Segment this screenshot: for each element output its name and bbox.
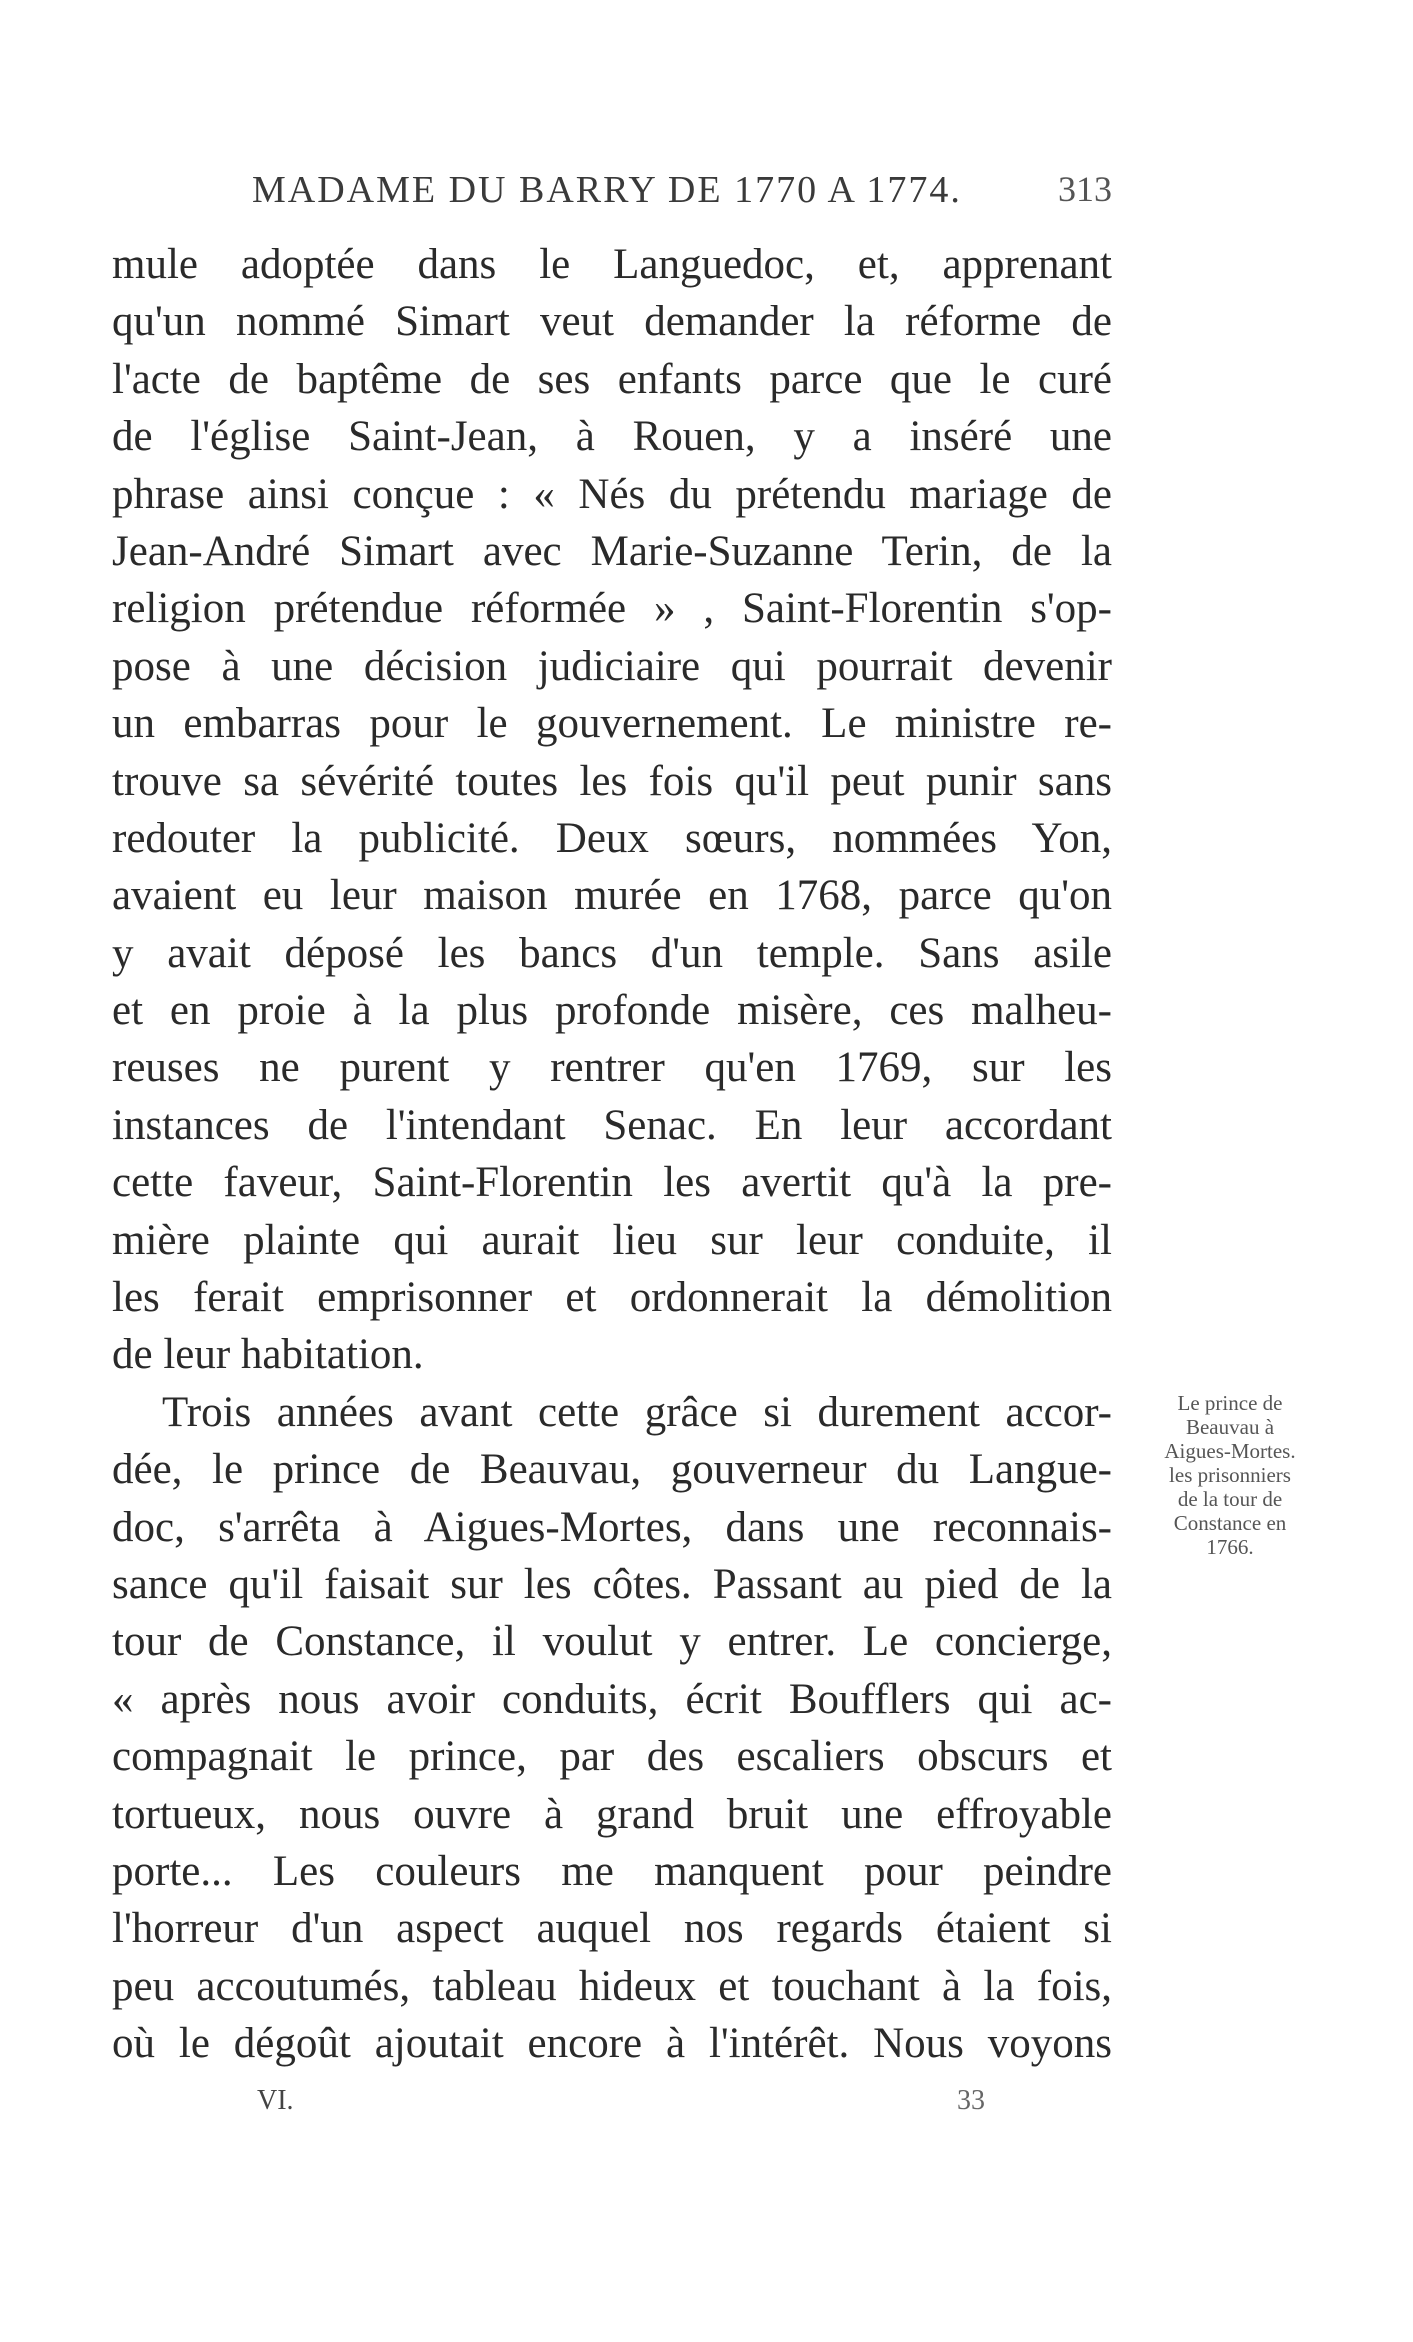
text-line: cette faveur, Saint-Florentin les avertit qu'à la pre- xyxy=(112,1159,1112,1207)
text-line: de l'église Saint-Jean, à Rouen, y a inséré une xyxy=(112,413,1112,461)
running-head xyxy=(112,168,1112,218)
text-line: l'acte de baptême de ses enfants parce que le curé xyxy=(112,355,1112,403)
text-line: tour de Constance, il voulut y entrer. Le concierge, xyxy=(112,1618,1112,1666)
text-line: phrase ainsi conçue : « Nés du prétendu mariage de xyxy=(112,470,1112,518)
margin-note-line: Aigues-Mortes. xyxy=(1164,1439,1296,1463)
text-line: Jean-André Simart avec Marie-Suzanne Terin, de la xyxy=(112,527,1112,575)
paragraph-end-line: de leur habitation. xyxy=(112,1331,424,1379)
text-line: les ferait emprisonner et ordonnerait la démolition xyxy=(112,1274,1112,1322)
margin-note-line: Le prince de xyxy=(1177,1391,1283,1415)
text-line: avaient eu leur maison murée en 1768, parce qu'on xyxy=(112,872,1112,920)
margin-note-line: les prisonniers xyxy=(1169,1463,1291,1487)
text-line: religion prétendue réformée » , Saint-Florentin s'op- xyxy=(112,585,1112,633)
text-line: compagnait le prince, par des escaliers obscurs et xyxy=(112,1733,1112,1781)
text-line: peu accoutumés, tableau hideux et touchant à la fois, xyxy=(112,1962,1112,2010)
text-line: dée, le prince de Beauvau, gouverneur du Langue- xyxy=(112,1446,1112,1494)
margin-note xyxy=(1140,1391,1320,1559)
text-line: mule adoptée dans le Languedoc, et, apprenant xyxy=(112,241,1112,288)
text-line: y avait déposé les bancs d'un temple. Sans asile xyxy=(112,929,1112,977)
text-line: porte... Les couleurs me manquent pour peindre xyxy=(112,1847,1112,1895)
signature-mark: VI. xyxy=(257,2085,294,2116)
body-text xyxy=(112,236,1112,2073)
text-line: qu'un nommé Simart veut demander la réforme de xyxy=(112,298,1112,346)
margin-note-line: Beauvau à xyxy=(1185,1415,1275,1439)
running-title: MADAME DU BARRY DE 1770 A 1774. xyxy=(252,169,962,211)
text-line: « après nous avoir conduits, écrit Boufflers qui ac- xyxy=(112,1675,1112,1723)
text-line: pose à une décision judiciaire qui pourrait devenir xyxy=(112,642,1112,690)
text-line: instances de l'intendant Senac. En leur accordant xyxy=(112,1101,1112,1149)
text-line: sance qu'il faisait sur les côtes. Passant au pied de la xyxy=(112,1560,1112,1608)
text-line: un embarras pour le gouvernement. Le ministre re- xyxy=(112,700,1112,748)
margin-note-line: Constance en xyxy=(1173,1511,1287,1535)
text-line: mière plainte qui aurait lieu sur leur conduite, il xyxy=(112,1216,1112,1264)
paragraph-start-line: Trois années avant cette grâce si durement accor- xyxy=(162,1388,1112,1436)
text-line: où le dégoût ajoutait encore à l'intérêt. Nous voyons xyxy=(112,2020,1112,2068)
text-line: l'horreur d'un aspect auquel nos regards étaient si xyxy=(112,1905,1112,1953)
text-line: redouter la publicité. Deux sœurs, nommées Yon, xyxy=(112,814,1112,862)
page-footer xyxy=(112,2085,1112,2125)
margin-note-line: 1766. xyxy=(1206,1535,1254,1559)
text-line: reuses ne purent y rentrer qu'en 1769, sur les xyxy=(112,1044,1112,1092)
text-line: et en proie à la plus profonde misère, ces malheu- xyxy=(112,987,1112,1035)
page-number: 313 xyxy=(1058,169,1112,209)
text-line: trouve sa sévérité toutes les fois qu'il peut punir sans xyxy=(112,757,1112,805)
margin-note-line: de la tour de xyxy=(1177,1487,1283,1511)
sheet-number: 33 xyxy=(957,2085,985,2116)
text-line: tortueux, nous ouvre à grand bruit une effroyable xyxy=(112,1790,1112,1838)
text-line: doc, s'arrêta à Aigues-Mortes, dans une reconnais- xyxy=(112,1503,1112,1551)
